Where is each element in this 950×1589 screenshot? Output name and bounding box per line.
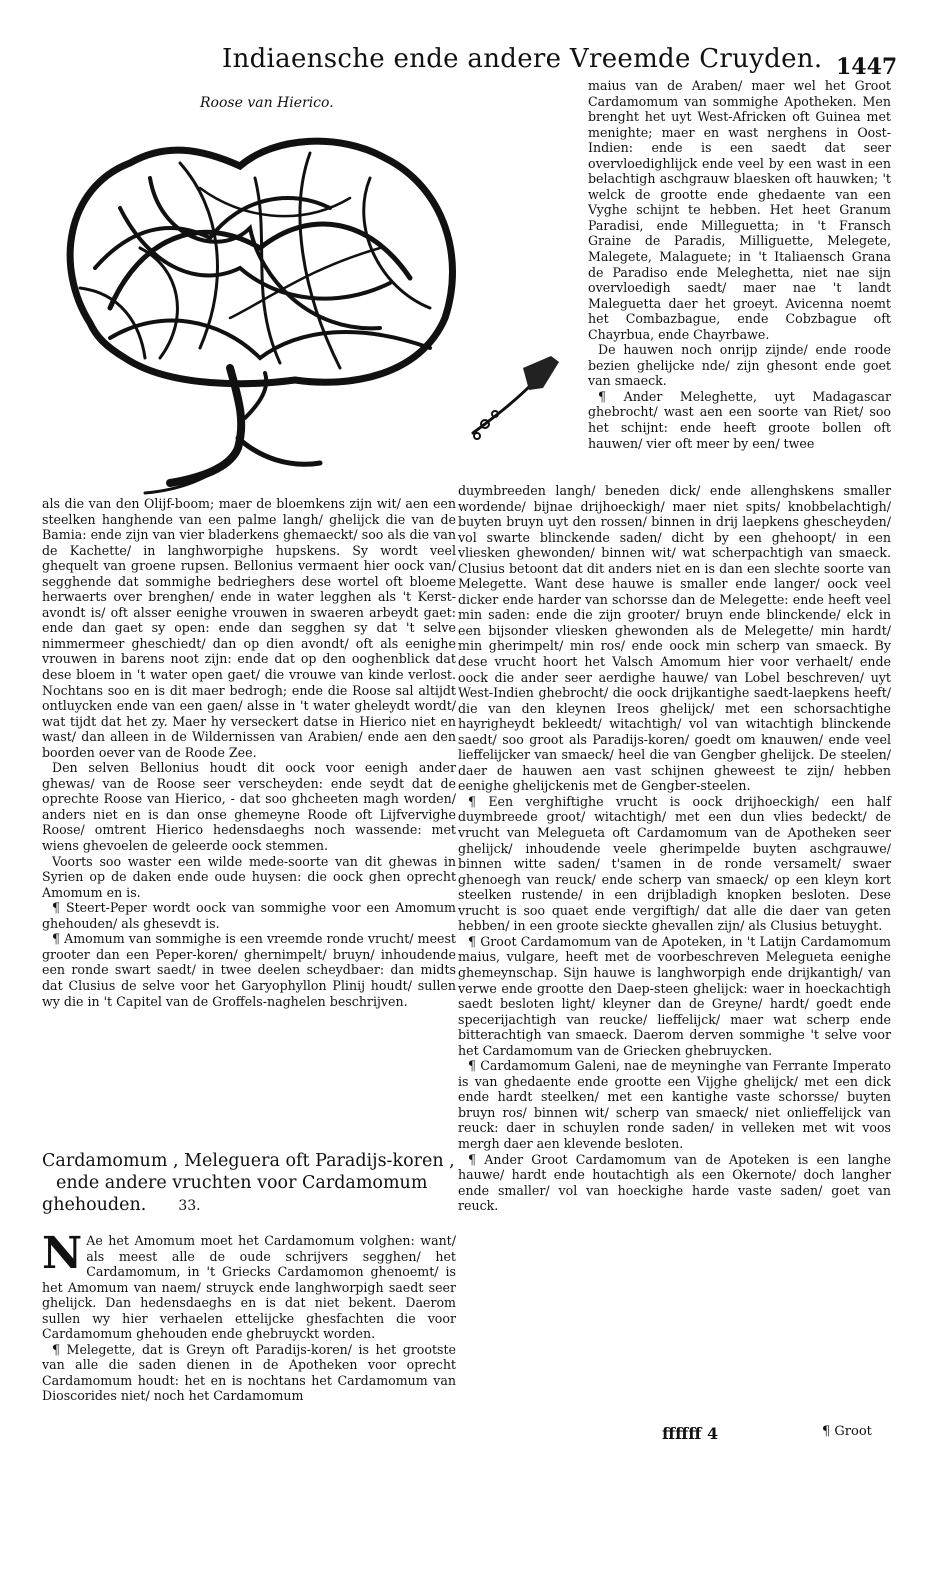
right-main-column [458, 483, 891, 1214]
section-heading-line: Cardamomum , Meleguera oft Paradijs-koren , [42, 1151, 455, 1171]
paragraph: ¶ Groot Cardamomum van de Apoteken, in 't Latijn Cardamomum maius, vulgare, heeft met de voorbeschreven Melegueta eenighe ghemeynschap. Sijn hauwe is langhworpigh ende drijkantigh/ van verwe ende grootte den Daep-steen ghelijck: waer in hoeckachtigh saedt besloten light/ kleyner dan de Greyne/ hardt/ goedt ende specerijachtigh van reucke/ lieffelijck/ maer wat scherp ende bitterachtigh van smaeck. Daerom derven sommighe 't selve voor het Cardamomum van de Griecken ghebruycken. [458, 933, 891, 1058]
chapter-number: 33. [178, 1198, 201, 1214]
paragraph: ¶ Ander Groot Cardamomum van de Apoteken is een langhe hauwe/ hardt ende houtachtigh als een Okernote/ doch langher ende smaller/ vol van hoeckighe harde vaste saden/ goet van reuck. [458, 1151, 891, 1214]
rose-of-jericho-illustration [50, 118, 470, 496]
signature-mark: ffffff 4 [662, 1424, 719, 1443]
paragraph: ¶ Steert-Peper wordt oock van sommighe voor een Amomum ghehouden/ als ghesevdt is. [42, 900, 456, 931]
catchword: ¶ Groot [822, 1424, 872, 1439]
paragraph: ¶ Melegette, dat is Greyn oft Paradijs-koren/ is het grootste van alle die saden dienen in de Apotheken voor oprecht Cardamomum houdt: het en is nochtans het Cardamomum van Dioscorides niet/ noch het Cardamomum [42, 1341, 456, 1404]
paragraph: duymbreeden langh/ beneden dick/ ende allenghskens smaller wordende/ bijnae drijhoeckigh/ maer niet spits/ knobbelachtigh/ buyten bruyn uyt den rossen/ binnen in drij laepkens ghescheyden/ vol swarte blinckende saden/ dicht by een ghehoopt/ in een vliesken ghewonden/ binnen wit/ wat scherpachtigh van smaeck. Clusius betoont dat dit anders niet en is dan een slechte soorte van Melegette. Want dese hauwe is smaller ende langer/ oock veel dicker ende harder van schorsse dan de Melegette: ende heeft veel min saden: ende die zijn grooter/ bruyn ende blinckende/ elck in een bijsonder vliesken ghewonden als de Melegette/ min hardt/ min gherimpelt/ min ros/ ende oock min scherp van smaeck. By dese vrucht hoort het Valsch Amomum hier voor verhaelt/ ende oock die ander seer aerdighe hauwe/ van Lobel beschreven/ uyt West-Indien ghebrocht/ die oock drijkantighe saedt-laepkens heeft/ die van den kleynen Ireos ghelijck/ met een schorsachtighe hayrigheydt bekleedt/ witachtigh/ vol van witachtigh blinckende saedt/ soo groot als Paradijs-koren/ goedt om knauwen/ ende veel lieffelijcker van smaeck/ heel die van Gengber ghelijck. De steelen/ daer de hauwen aen vast schijnen gheweest te zijn/ hebben eenighe ghelijckenis met de Gengber-steelen. [458, 483, 891, 794]
paragraph: Den selven Bellonius houdt dit oock voor eenigh ander ghewas/ van de Roose seer verscheyden: ende seydt dat de oprechte Roose van Hierico, - dat soo ghcheeten magh worden/ anders niet en is dan onse ghemeyne Roode oft Lijfvervighe Roose/ omtrent Hierico hedensdaeghs noch wassende: met wiens ghevoelen de geleerde oock stemmen. [42, 760, 456, 854]
section-heading-line: ghehouden. [42, 1195, 147, 1215]
running-title: Indiaensche ende andere Vreemde Cruyden. [222, 44, 823, 74]
paragraph: maius van de Araben/ maer wel het Groot Cardamomum van sommighe Apotheken. Men brenght het uyt West-Africken oft Guinea met menighte; maer en wast nerghens in Oost-Indien: ende is een saedt dat seer overvloedighlijck ende veel by een wast in een belachtigh aschgrauw blaesken oft hauwken; 't welck de grootte ende ghedaente van een Vyghe schijnt te hebben. Het heet Granum Paradisi, ende Milleguetta; in 't Fransch Graine de Paradis, Milliguette, Melegete, Malegete, Malaguete; in 't Italiaensch Grana de Paradiso ende Meleghetta, niet nae sijn overvloedigh saedt/ maer nae 't landt Maleguetta daer het groeyt. Avicenna noemt het Combazbague, ende Cobzbague oft Chayrbua, ende Chayrbawe. [588, 78, 891, 342]
paragraph: ¶ Amomum van sommighe is een vreemde ronde vrucht/ meest grooter dan een Peper-koren/ ghernimpelt/ bruyn/ inhoudende een ronde swart saedt/ in twee deelen scheydbaer: dan midts dat Clusius de selve voor het Garyophyllon Plinij houdt/ sullen wy die in 't Capitel van de Groffels-naghelen beschrijven. [42, 931, 456, 1009]
right-top-column [588, 78, 891, 451]
small-branch-illustration [463, 348, 569, 444]
paragraph: Ae het Amomum moet het Cardamomum volghen: want/ als meest alle de oude schrijvers segghen/ het Cardamomum, in 't Griecks Cardamomon ghenoemt/ is het Amomum van naem/ struyck ende langhworpigh saedt seer ghelijck. Dan hedensdaeghs en is dat niet bekent. Daerom sullen wy hier verhaelen ettelijcke ghesfachten die voor Cardamomum ghehouden ende ghebruyckt worden. [42, 1233, 456, 1342]
page-number: 1447 [836, 54, 898, 80]
section-heading [42, 1150, 462, 1217]
paragraph: ¶ Een verghiftighe vrucht is oock drijhoeckigh/ een half duymbreede groot/ witachtigh/ met een dun vlies bedeckt/ de vrucht van Melegueta oft Cardamomum van de Apotheken seer ghelijck/ inhoudende veele gherimpelde buyten aschgrauwe/ binnen witte saden/ t'samen in de ronde versamelt/ swaer ghenoegh van reuck/ ende scherp van smaeck/ op een kleyn kort steelken rustende/ in een drijbladigh knopken besloten. Dese vrucht is soo quaet ende vergiftigh/ dat alle die daer van geten hebben/ in een groote sieckte ghevallen zijn/ als Clusius betuyght. [458, 793, 891, 934]
left-main-column [42, 496, 456, 1009]
drop-cap: N [42, 1228, 83, 1279]
paragraph: De hauwen noch onrijp zijnde/ ende roode bezien ghelijcke nde/ zijn ghesont ende goet van smaeck. [588, 342, 891, 389]
paragraph: ¶ Cardamomum Galeni, nae de meyninghe van Ferrante Imperato is van ghedaente ende grootte een Vijghe ghelijck/ met een dick ende hardt steelken/ met een kantighe vaste schorsse/ buyten bruyn ros/ binnen wit/ scherp van smaeck/ niet onlieffelijck van reuck: daer in schuylen ronde saden/ in velleken met wit voos mergh daer aen klevende besloten. [458, 1058, 891, 1151]
left-lower-column [42, 1228, 456, 1404]
paragraph: als die van den Olijf-boom; maer de bloemkens zijn wit/ aen een steelken hanghende van een palme langh/ ghelijck die van de Bamia: ende zijn van vier bladerkens ghemaeckt/ soo als die van de Kachette/ in langhworpighe hupskens. Sy wordt veel ghequelt van groene rupsen. Bellonius vermaent hier oock van/ segghende dat sommighe bedrieghers dese wortel oft bloeme herwaerts over brenghen/ ende in water legghen als 't Kerst-avondt is/ oft alsser eenighe vrouwen in swaeren arbeydt gaet: ende dan gaet sy open: ende dan segghen sy dat 't selve nimmermeer gheschiedt/ dan op dien avondt/ oft als eenighe vrouwen in barens noot zijn: ende dat op den ooghenblick dat dese bloem in 't water open gaet/ die vrouwe van kinde verlost. Nochtans soo en is dit maer bedrogh; ende die Roose sal altijdt ontluycken ende van een gaen/ alsse in 't water gheleydt wordt/ wat tijdt dat het zy. Maer hy verseckert datse in Hierico niet en wast/ dan alleen in de Wildernissen van Arabien/ ende aen den boorden oever van de Roode Zee. [42, 496, 456, 760]
paragraph: Voorts soo waster een wilde mede-soorte van dit ghewas in Syrien op de daken ende oude huysen: die oock ghen oprecht Amomum en is. [42, 853, 456, 900]
figure-caption: Roose van Hierico. [200, 95, 334, 111]
section-heading-line: ende andere vruchten voor Cardamomum [56, 1173, 428, 1193]
paragraph: ¶ Ander Meleghette, uyt Madagascar ghebrocht/ wast aen een soorte van Riet/ soo het schijnt: ende heeft groote bollen oft hauwen/ vier oft meer by een/ twee [588, 388, 891, 451]
